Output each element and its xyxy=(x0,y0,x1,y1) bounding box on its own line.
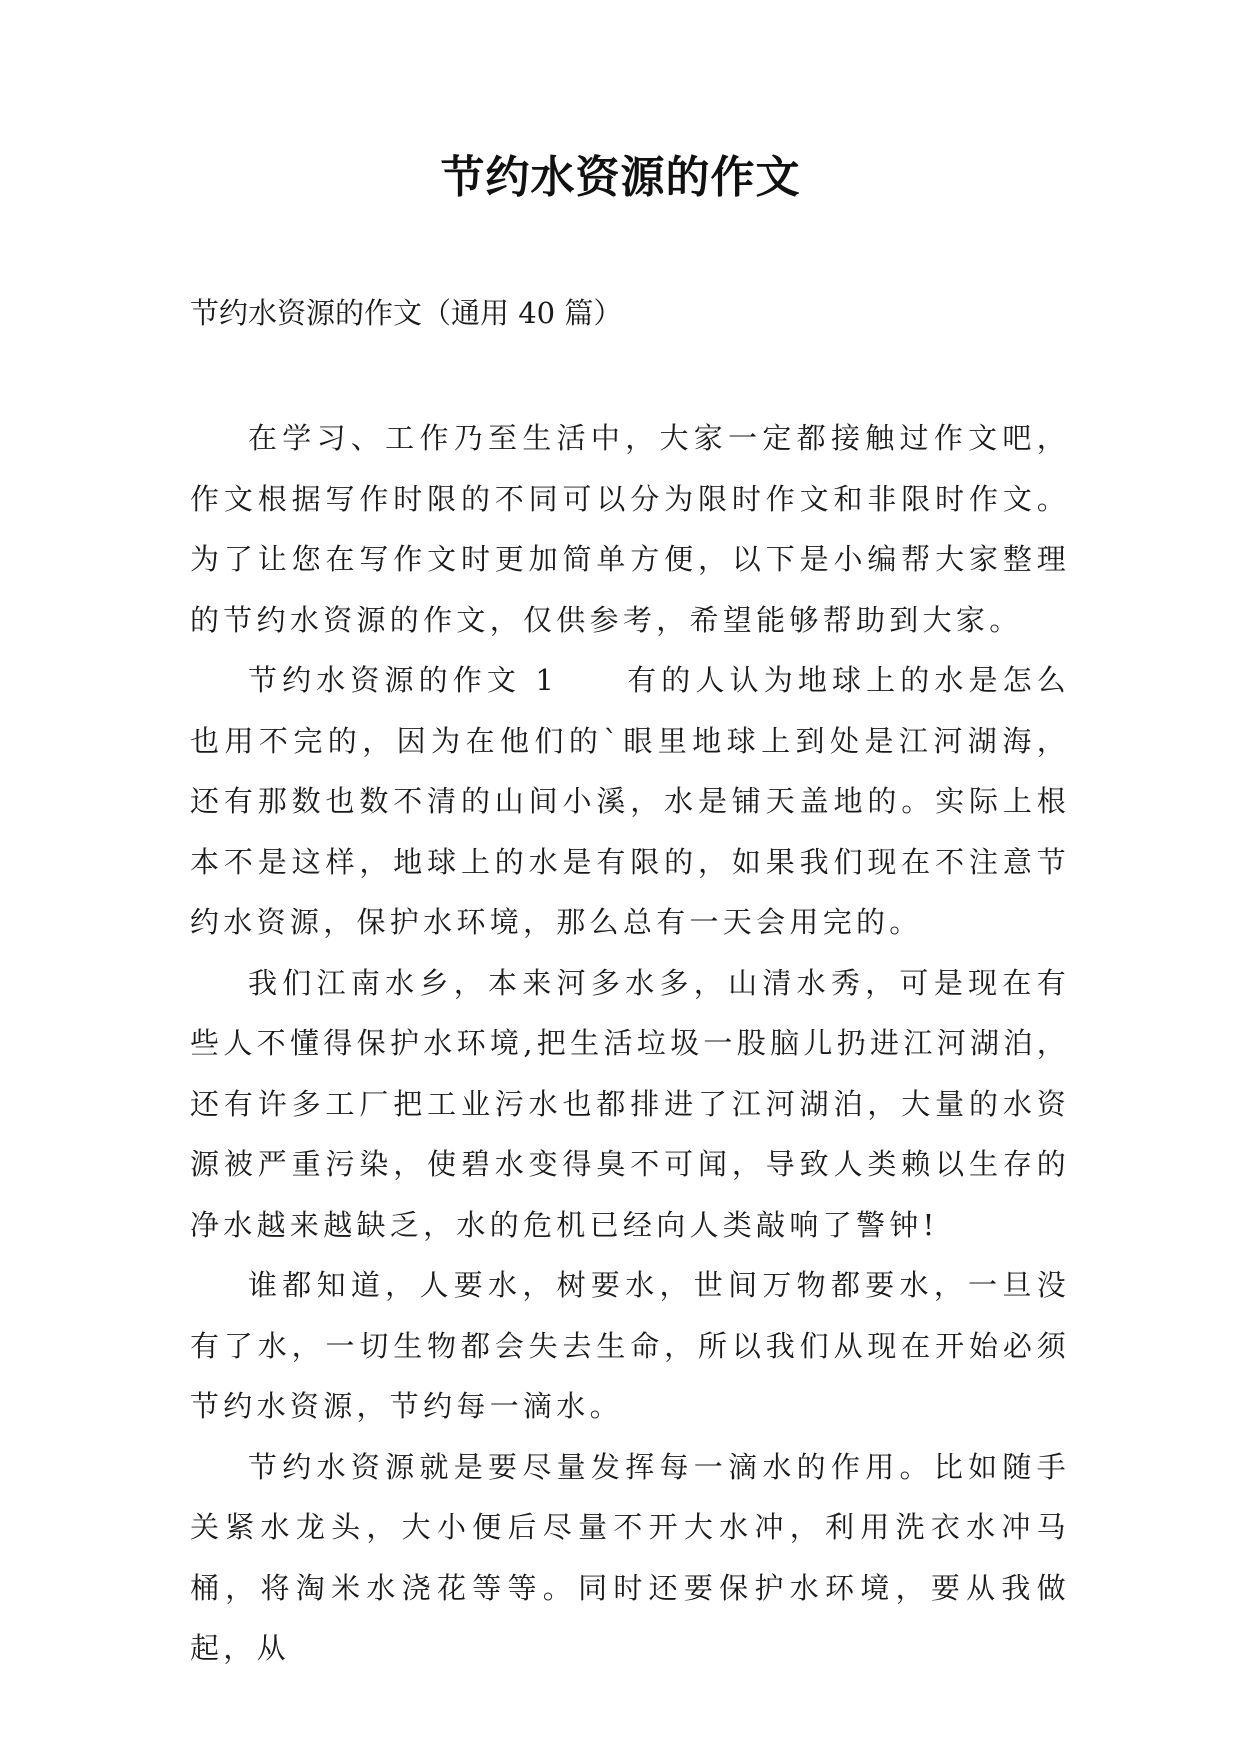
paragraph-essay-1: 节约水资源的作文 1 有的人认为地球上的水是怎么也用不完的，因为在他们的`眼里地球上到处是江河湖海，还有那数也数不清的山间小溪，水是铺天盖地的。实际上根本不是这样，地球上的水是有限的，如果我们现在不注意节约水资源，保护水环境，那么总有一天会用完的。 xyxy=(190,663,1070,939)
document-body xyxy=(190,408,1070,1679)
paragraph-intro: 在学习、工作乃至生活中，大家一定都接触过作文吧，作文根据写作时限的不同可以分为限时作文和非限时作文。为了让您在写作文时更加简单方便，以下是小编帮大家整理的节约水资源的作文，仅供参考，希望能够帮助到大家。 xyxy=(190,421,1070,637)
document-title: 节约水资源的作文 xyxy=(440,152,801,203)
document-subtitle: 节约水资源的作文（通用 40 篇） xyxy=(190,296,623,330)
paragraph-jiangnan: 我们江南水乡，本来河多水多，山清水秀，可是现在有些人不懂得保护水环境,把生活垃圾一股脑儿扔进江河湖泊，还有许多工厂把工业污水也都排进了江河湖泊，大量的水资源被严重污染，使碧水变得臭不可闻，导致人类赖以生存的净水越来越缺乏，水的危机已经向人类敲响了警钟! xyxy=(190,965,1070,1242)
paragraph-everyone-knows: 谁都知道，人要水，树要水，世间万物都要水，一旦没有了水，一切生物都会失去生命，所以我们从现在开始必须节约水资源，节约每一滴水。 xyxy=(190,1268,1070,1423)
paragraph-saving-water: 节约水资源就是要尽量发挥每一滴水的作用。比如随手关紧水龙头，大小便后尽量不开大水冲，利用洗衣水冲马桶，将淘米水浇花等等。同时还要保护水环境，要从我做起，从 xyxy=(190,1449,1070,1665)
